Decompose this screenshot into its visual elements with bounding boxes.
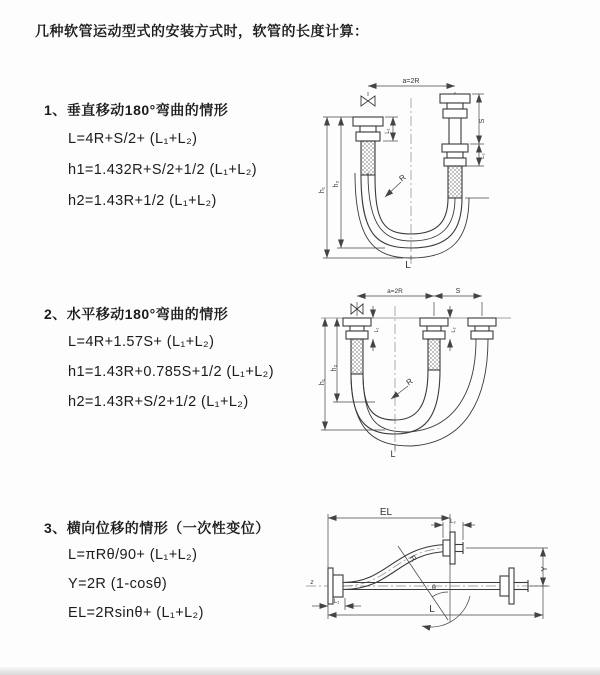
section-2-formula-L: L=4R+1.57S+ (L₁+L₂): [68, 334, 215, 350]
section-2-formula-h1: h1=1.43R+0.785S+1/2 (L₁+L₂): [68, 364, 274, 380]
section-2-heading: 2、水平移动180°弯曲的情形: [44, 306, 229, 322]
dim-label-h1: h₁: [319, 186, 326, 194]
dim-label-el: EL: [379, 507, 393, 518]
section-3-formula-L: L=πRθ/90+ (L₁+L₂): [68, 547, 198, 563]
section-1-formula-L: L=4R+S/2+ (L₁+L₂): [68, 131, 198, 147]
hose-assembly: [343, 318, 496, 446]
page-bottom-edge: [0, 667, 600, 675]
diagram-horizontal-180-bend: [315, 282, 600, 460]
dim-label-l1: L₁: [333, 599, 340, 605]
centerline-mark-z: z: [310, 580, 314, 586]
dim-label-a2r: a=2R: [402, 78, 420, 85]
dim-label-h1: h₁: [319, 378, 326, 386]
dim-label-l-bottom: L: [390, 449, 396, 459]
section-3-heading: 3、横向位移的情形（一次性变位）: [44, 520, 270, 536]
dim-label-h2: h₂: [331, 364, 338, 372]
dim-label-theta: θ: [432, 585, 436, 592]
diagram-lateral-displacement: [300, 500, 600, 655]
section-1-formula-h1: h1=1.432R+S/2+1/2 (L₁+L₂): [68, 162, 258, 178]
dim-label-l2: L₂: [480, 153, 486, 159]
section-1-formula-h2: h2=1.43R+1/2 (L₁+L₂): [68, 193, 217, 209]
dim-label-l2: L₂: [450, 519, 456, 525]
valve-icon: [361, 96, 375, 106]
dim-label-y: Y: [540, 566, 549, 572]
hose-assembly: [353, 94, 470, 258]
dim-label-l-bottom: L: [429, 604, 435, 615]
dim-label-r: R: [397, 172, 408, 184]
section-3-formula-Y: Y=2R (1-cosθ): [68, 576, 168, 592]
dim-label-r: R: [407, 553, 419, 564]
page-title: 几种软管运动型式的安装方式时，软管的长度计算：: [35, 23, 369, 39]
dim-label-l2: L₂: [451, 327, 457, 333]
dim-label-l-bottom: L: [405, 260, 411, 270]
dim-label-r: R: [404, 376, 415, 388]
dim-label-h2: h₂: [333, 180, 340, 188]
dim-label-l1: L₁: [374, 327, 380, 333]
dim-label-a2r: a=2R: [387, 288, 403, 295]
dim-label-l1: L₁: [385, 128, 391, 134]
dim-label-s: S: [479, 118, 486, 124]
section-1-heading: 1、垂直移动180°弯曲的情形: [44, 102, 229, 118]
section-2-formula-h2: h2=1.43R+S/2+1/2 (L₁+L₂): [68, 394, 249, 410]
dim-label-s: S: [455, 288, 461, 295]
diagram-vertical-180-bend: [315, 70, 595, 270]
section-3-formula-EL: EL=2Rsinθ+ (L₁+L₂): [68, 605, 204, 621]
hose-assembly: [328, 532, 528, 604]
